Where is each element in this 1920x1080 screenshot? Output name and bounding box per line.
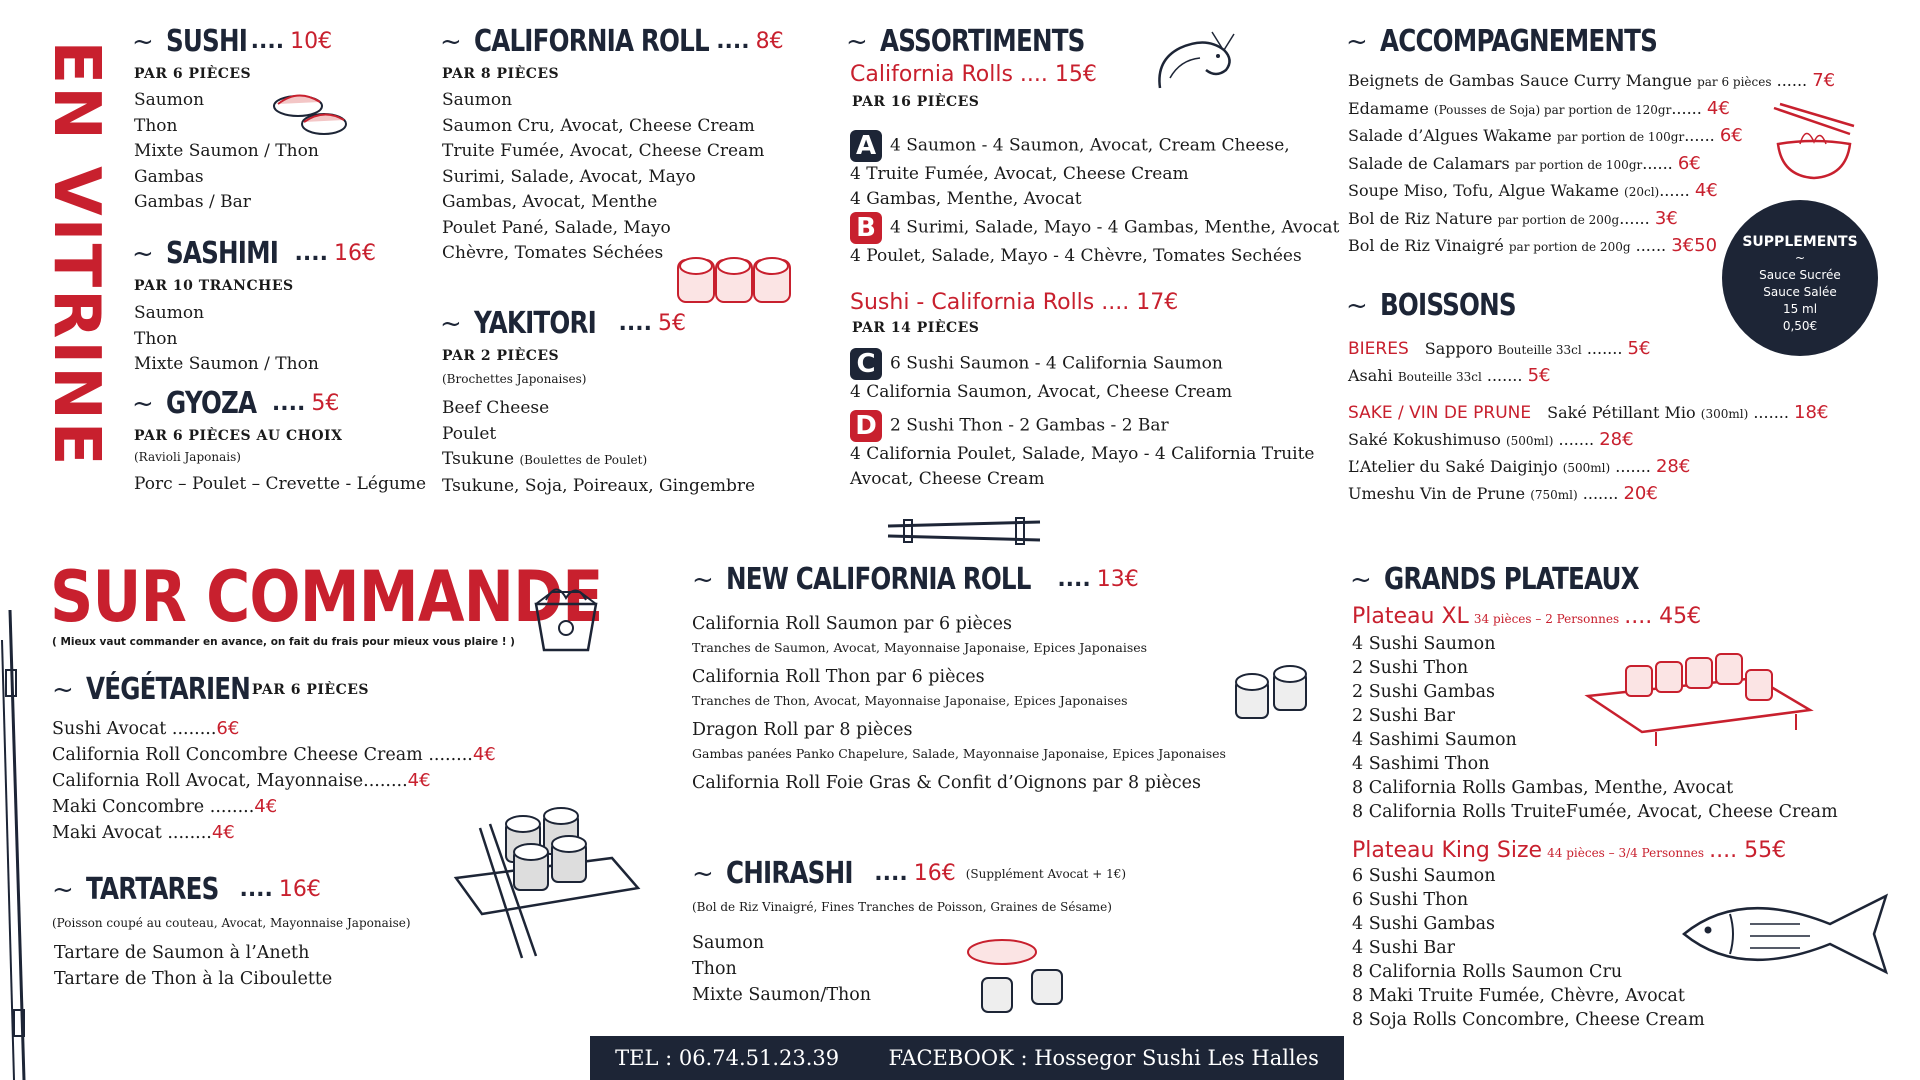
assortiments-title: ASSORTIMENTS bbox=[879, 24, 1085, 59]
vegetarien-header bbox=[52, 672, 369, 707]
yakitori-title: YAKITORI bbox=[473, 306, 596, 341]
sushi-nigiri-icon bbox=[270, 84, 350, 140]
accompagnements-title: ACCOMPAGNEMENTS bbox=[1379, 24, 1657, 59]
chirashi-title: CHIRASHI bbox=[725, 856, 853, 891]
chopsticks-icon bbox=[886, 516, 1042, 546]
list-item: BIERES Sapporo Bouteille 33cl ....... 5€ bbox=[1348, 338, 1651, 359]
list-item: L’Atelier du Saké Daiginjo (500ml) ....... 28€ bbox=[1348, 456, 1691, 477]
list-item: Poulet bbox=[442, 423, 497, 444]
list-item: 8 Soja Rolls Concombre, Cheese Cream bbox=[1352, 1010, 1705, 1030]
list-item: Mixte Saumon/Thon bbox=[692, 985, 872, 1005]
list-item: 6 Sushi Thon bbox=[1352, 890, 1469, 910]
sashimi-header: ~ SASHIMI .... 16€ bbox=[132, 236, 376, 271]
noodle-bowl-icon bbox=[1770, 104, 1856, 182]
boissons-title: BOISSONS bbox=[1379, 288, 1516, 323]
tilde-icon: ~ bbox=[52, 874, 74, 905]
list-item: 4 Sashimi Thon bbox=[1352, 754, 1490, 774]
list-item: Edamame (Pousses de Soja) par portion de 120gr...... 4€ bbox=[1348, 97, 1730, 119]
assort-scr-subtitle: PAR 14 PIÈCES bbox=[852, 320, 980, 336]
tartares-items bbox=[54, 940, 332, 992]
tilde-icon: ~ bbox=[1346, 290, 1368, 321]
list-item: Maki Concombre ........4€ bbox=[52, 796, 278, 817]
sakes-list bbox=[1348, 400, 1828, 508]
list-item: Thon bbox=[692, 959, 737, 979]
footer-phone: TEL : 06.74.51.23.39 bbox=[615, 1046, 840, 1070]
list-item: SAKE / VIN DE PRUNE Saké Pétillant Mio (300ml) ....... 18€ bbox=[1348, 402, 1829, 423]
list-item: California Roll Thon par 6 pièces Tranches de Thon, Avocat, Mayonnaise Japonaise, Epices Japonaises bbox=[692, 667, 1128, 708]
california-header: ~ CALIFORNIA ROLL .... 8€ bbox=[440, 24, 784, 59]
assort-cr-subtitle: PAR 16 PIÈCES bbox=[852, 94, 980, 110]
tilde-icon: ~ bbox=[440, 308, 462, 339]
list-item: Umeshu Vin de Prune (750ml) ....... 20€ bbox=[1348, 483, 1658, 504]
list-item: 4 Sushi Bar bbox=[1352, 938, 1456, 958]
accompagnements-header bbox=[1346, 24, 1718, 59]
sashimi-title: SASHIMI bbox=[165, 236, 278, 271]
sashimi-subtitle: PAR 10 TRANCHES bbox=[134, 278, 294, 294]
tartares-note: (Poisson coupé au couteau, Avocat, Mayonnaise Japonaise) bbox=[52, 916, 411, 930]
footer-bar bbox=[590, 1036, 1344, 1080]
tilde-icon: ~ bbox=[132, 238, 154, 269]
assort-a: A 4 Saumon - 4 Saumon, Avocat, Cream Cheese, 4 Truite Fumée, Avocat, Cheese Cream 4 Gambas, Menthe, Avocat bbox=[850, 131, 1290, 209]
assort-c: C 6 Sushi Saumon - 4 California Saumon 4 California Saumon, Avocat, Cheese Cream bbox=[850, 349, 1233, 402]
sushi-board-icon bbox=[452, 798, 642, 960]
list-item: 2 Sushi Gambas bbox=[1352, 682, 1495, 702]
tilde-icon: ~ bbox=[692, 564, 714, 595]
sushi-subtitle: PAR 6 PIÈCES bbox=[134, 66, 252, 82]
badge-c: C bbox=[850, 348, 882, 380]
chopstick-decor-icon bbox=[0, 610, 34, 1080]
list-item: Truite Fumée, Avocat, Cheese Cream bbox=[442, 141, 765, 161]
gyoza-title: GYOZA bbox=[165, 386, 257, 421]
list-item: 4 Sushi Gambas bbox=[1352, 914, 1495, 934]
list-item: Maki Avocat ........4€ bbox=[52, 822, 235, 843]
california-rolls-icon bbox=[676, 252, 792, 306]
tilde-icon: ~ bbox=[1346, 26, 1368, 57]
yakitori-items bbox=[442, 396, 755, 499]
chirashi-header: ~ CHIRASHI .... 16€ (Supplément Avocat + 1€) bbox=[692, 856, 1127, 891]
list-item: Beef Cheese bbox=[442, 398, 550, 418]
list-item: Poulet Pané, Salade, Mayo bbox=[442, 217, 671, 238]
tartares-title: TARTARES bbox=[85, 872, 219, 907]
chirashi-price: 16€ bbox=[913, 861, 956, 886]
list-item: Salade de Calamars par portion de 100gr...... 6€ bbox=[1348, 152, 1701, 174]
assort-cr-title: California Rolls .... 15€ bbox=[850, 62, 1097, 87]
list-item: Salade d’Algues Wakame par portion de 100gr...... 6€ bbox=[1348, 125, 1743, 146]
list-item: Saumon bbox=[692, 933, 765, 953]
sashimi-price: 16€ bbox=[333, 241, 376, 266]
tilde-icon: ~ bbox=[132, 388, 154, 419]
tilde-icon: ~ bbox=[52, 674, 74, 705]
list-item: Dragon Roll par 8 pièces Gambas panées Panko Chapelure, Salade, Mayonnaise Japonaise, Epices Japonaises bbox=[692, 720, 1226, 761]
list-item: California Roll Avocat, Mayonnaise........4€ bbox=[52, 770, 431, 791]
list-item: Beignets de Gambas Sauce Curry Mangue par 6 pièces ...... 7€ bbox=[1348, 70, 1836, 91]
list-item: Thon bbox=[134, 115, 178, 136]
list-item: Saumon bbox=[134, 90, 205, 110]
vegetarien-subtitle: PAR 6 PIÈCES bbox=[251, 681, 370, 698]
list-item: 8 Maki Truite Fumée, Chèvre, Avocat bbox=[1352, 986, 1685, 1006]
list-item: Bol de Riz Nature par portion de 200g...... 3€ bbox=[1348, 207, 1678, 229]
assort-d: D 2 Sushi Thon - 2 Gambas - 2 Bar 4 California Poulet, Salade, Mayo - 4 California Truite Avocat, Cheese Cream bbox=[850, 411, 1315, 489]
yakitori-subtitle: PAR 2 PIÈCES bbox=[442, 348, 560, 364]
list-item: 6 Sushi Saumon bbox=[1352, 866, 1496, 886]
maki-rolls-icon bbox=[1234, 668, 1310, 722]
sushi-price: 10€ bbox=[290, 29, 333, 54]
gyoza-note: (Ravioli Japonais) bbox=[134, 450, 241, 464]
footer-facebook: FACEBOOK : Hossegor Sushi Les Halles bbox=[888, 1046, 1319, 1070]
list-item: Thon bbox=[134, 328, 178, 349]
tilde-icon: ~ bbox=[692, 858, 714, 889]
boissons-header bbox=[1346, 288, 1545, 323]
chirashi-sushi-icon bbox=[962, 930, 1082, 1030]
gyoza-price: 5€ bbox=[311, 391, 340, 416]
assort-scr-title: Sushi - California Rolls .... 17€ bbox=[850, 290, 1179, 315]
plateaux-header bbox=[1350, 562, 1695, 597]
tartares-price: 16€ bbox=[278, 877, 321, 902]
vegetarien-title: VÉGÉTARIEN bbox=[85, 672, 250, 707]
sushi-platter-icon bbox=[1586, 648, 1812, 748]
shrimp-icon bbox=[1150, 30, 1236, 96]
chirashi-subtitle: (Bol de Riz Vinaigré, Fines Tranches de Poisson, Graines de Sésame) bbox=[692, 900, 1112, 914]
list-item: Tsukune (Boulettes de Poulet) bbox=[442, 449, 648, 469]
list-item: Mixte Saumon / Thon bbox=[134, 354, 319, 374]
list-item: California Roll Concombre Cheese Cream ........4€ bbox=[52, 744, 496, 765]
list-item: 8 California Rolls TruiteFumée, Avocat, Cheese Cream bbox=[1352, 802, 1838, 822]
list-item: Asahi Bouteille 33cl ....... 5€ bbox=[1348, 365, 1551, 386]
bieres-list bbox=[1348, 336, 1650, 390]
list-item: Porc – Poulet – Crevette - Légume bbox=[134, 474, 427, 494]
list-item: 4 Sashimi Saumon bbox=[1352, 730, 1517, 750]
supplements-badge: SUPPLEMENTS ~ Sauce Sucrée Sauce Salée 15 ml 0,50€ bbox=[1722, 200, 1878, 356]
list-item: Saké Kokushimuso (500ml) ....... 28€ bbox=[1348, 429, 1634, 450]
gyoza-items bbox=[134, 472, 426, 498]
badge-d: D bbox=[850, 410, 882, 442]
list-item: Gambas / Bar bbox=[134, 192, 251, 212]
assortiments-header bbox=[846, 24, 1129, 59]
list-item: 2 Sushi Bar bbox=[1352, 706, 1456, 726]
california-items bbox=[442, 88, 764, 267]
new-california-title: NEW CALIFORNIA ROLL bbox=[725, 562, 1031, 597]
chirashi-items bbox=[692, 930, 871, 1008]
list-item: Saumon Cru, Avocat, Cheese Cream bbox=[442, 115, 755, 136]
sushi-title: SUSHI bbox=[165, 24, 247, 59]
list-item: 8 California Rolls Saumon Cru bbox=[1352, 962, 1623, 982]
badge-b: B bbox=[850, 212, 882, 244]
sur-commande-title: SUR COMMANDE bbox=[50, 556, 603, 638]
gyoza-subtitle: PAR 6 PIÈCES AU CHOIX bbox=[134, 428, 343, 444]
list-item: Surimi, Salade, Avocat, Mayo bbox=[442, 166, 696, 187]
list-item: Chèvre, Tomates Séchées bbox=[442, 243, 664, 263]
vegetarien-items bbox=[52, 716, 496, 846]
list-item: Gambas bbox=[134, 166, 204, 187]
plateaux-title: GRANDS PLATEAUX bbox=[1383, 562, 1639, 597]
tartares-header: ~ TARTARES .... 16€ bbox=[52, 872, 321, 907]
tilde-icon: ~ bbox=[132, 26, 154, 57]
list-item: California Roll Saumon par 6 pièces Tranches de Saumon, Avocat, Mayonnaise Japonaise, Epices Japonaises bbox=[692, 614, 1148, 655]
tilde-icon: ~ bbox=[846, 26, 868, 57]
sashimi-items bbox=[134, 301, 319, 378]
yakitori-price: 5€ bbox=[657, 311, 686, 336]
california-subtitle: PAR 8 PIÈCES bbox=[442, 66, 560, 82]
list-item: Sushi Avocat ........6€ bbox=[52, 718, 240, 739]
list-item: California Roll Foie Gras & Confit d’Oignons par 8 pièces bbox=[692, 773, 1201, 793]
yakitori-note: (Brochettes Japonaises) bbox=[442, 372, 587, 386]
new-california-items bbox=[692, 614, 1226, 793]
list-item: Tsukune, Soja, Poireaux, Gingembre bbox=[442, 475, 756, 496]
list-item: Saumon bbox=[134, 303, 205, 323]
yakitori-header: ~ YAKITORI .... 5€ bbox=[440, 306, 686, 341]
tilde-icon: ~ bbox=[1350, 564, 1372, 595]
california-title: CALIFORNIA ROLL bbox=[473, 24, 709, 59]
list-item: 8 California Rolls Gambas, Menthe, Avocat bbox=[1352, 778, 1734, 798]
sushi-header: ~ SUSHI .... 10€ bbox=[132, 24, 333, 59]
fish-icon bbox=[1680, 884, 1892, 980]
list-item: Gambas, Avocat, Menthe bbox=[442, 192, 658, 212]
plateau-king-title: Plateau King Size 44 pièces – 3/4 Personnes .... 55€ bbox=[1352, 838, 1787, 863]
vitrine-vertical-title: EN VITRINE bbox=[39, 40, 113, 468]
chirashi-note: (Supplément Avocat + 1€) bbox=[965, 866, 1127, 881]
list-item: 4 Sushi Saumon bbox=[1352, 634, 1496, 654]
list-item: Saumon bbox=[442, 90, 513, 110]
badge-a: A bbox=[850, 130, 882, 162]
list-item: 2 Sushi Thon bbox=[1352, 658, 1469, 678]
plateau-king-items bbox=[1352, 864, 1705, 1032]
plateau-xl-title: Plateau XL 34 pièces – 2 Personnes .... 45€ bbox=[1352, 604, 1702, 629]
list-item: Mixte Saumon / Thon bbox=[134, 141, 319, 161]
list-item: Soupe Miso, Tofu, Algue Wakame (20cl)...... 4€ bbox=[1348, 180, 1718, 201]
commande-note: ( Mieux vaut commander en avance, on fait du frais pour mieux vous plaire ! ) bbox=[52, 636, 515, 648]
list-item: Bol de Riz Vinaigré par portion de 200g ...... 3€50 bbox=[1348, 235, 1718, 256]
list-item: Tartare de Saumon à l’Aneth bbox=[54, 943, 310, 963]
california-price: 8€ bbox=[755, 29, 784, 54]
takeout-box-icon bbox=[526, 578, 606, 654]
new-california-header: ~ NEW CALIFORNIA ROLL .... 13€ bbox=[692, 562, 1139, 597]
new-california-price: 13€ bbox=[1096, 567, 1139, 592]
list-item: Tartare de Thon à la Ciboulette bbox=[54, 969, 333, 989]
gyoza-header: ~ GYOZA .... 5€ bbox=[132, 386, 340, 421]
tilde-icon: ~ bbox=[440, 26, 462, 57]
assort-b: B 4 Surimi, Salade, Mayo - 4 Gambas, Menthe, Avocat 4 Poulet, Salade, Mayo - 4 Chèvre, Tomates Sechées bbox=[850, 213, 1340, 266]
